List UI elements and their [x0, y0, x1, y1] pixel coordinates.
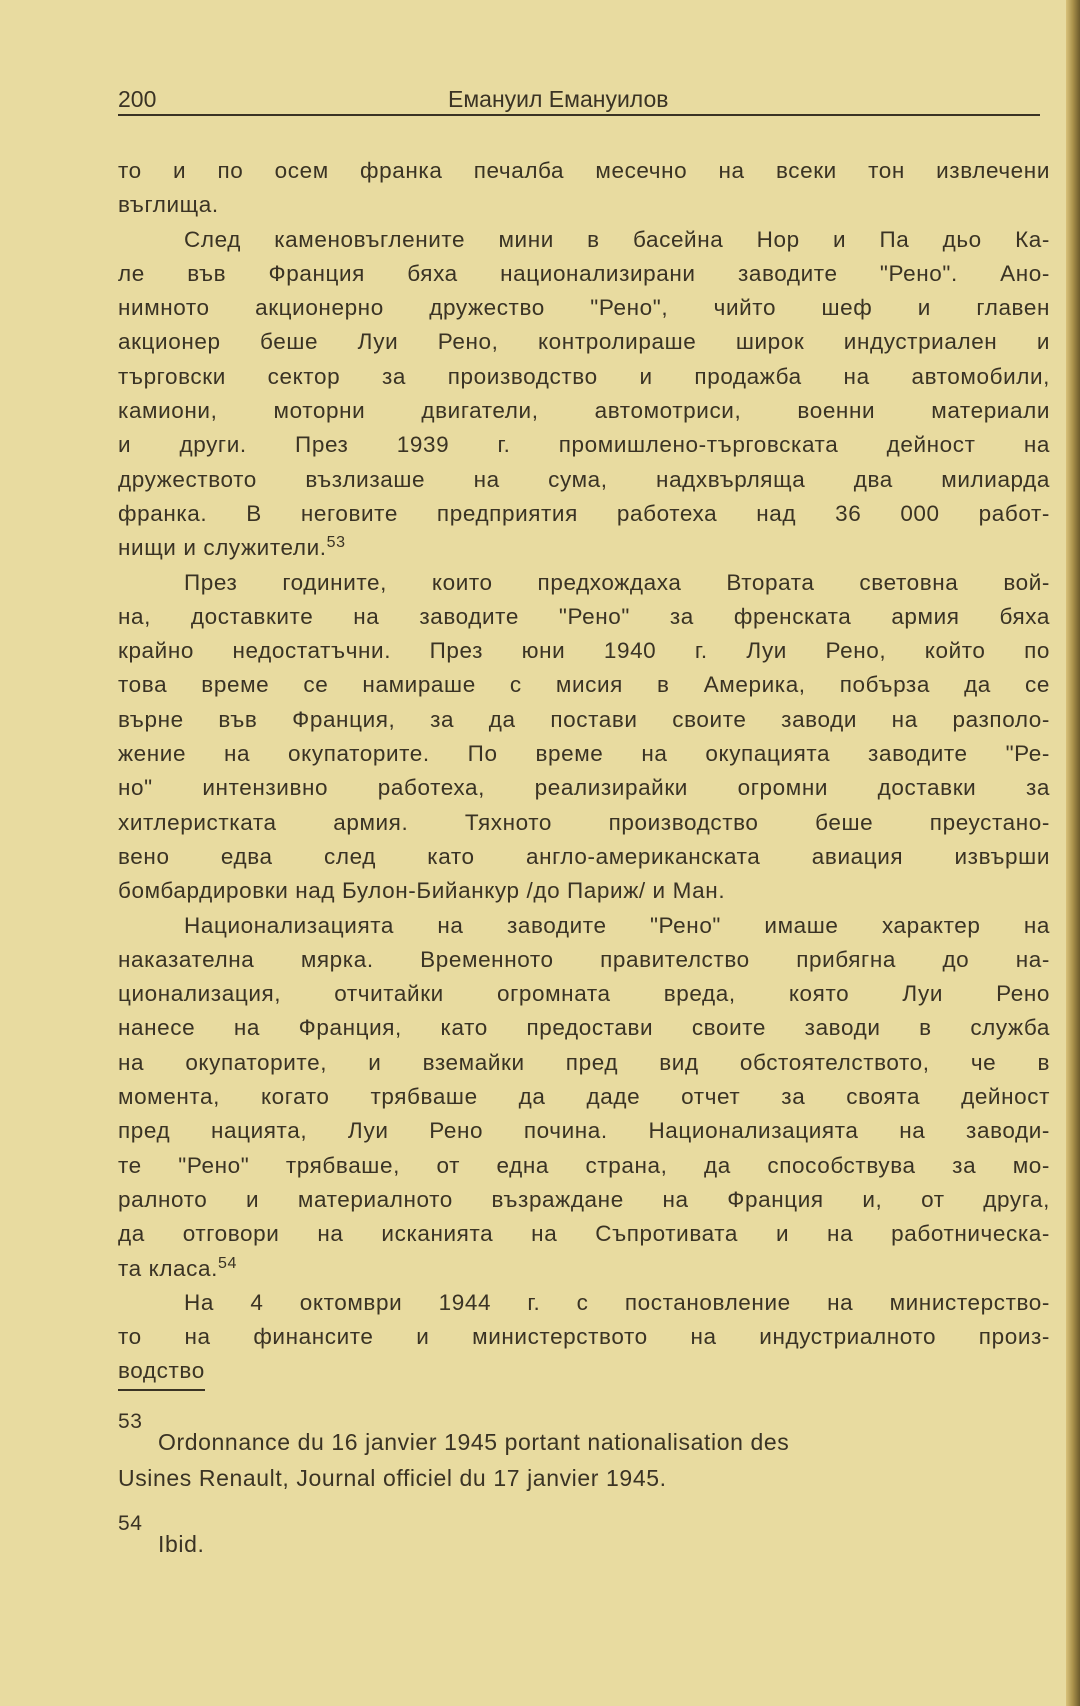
page-number: 200: [118, 86, 157, 112]
text-line: ле във Франция бяха национализирани заводите "Рено". Ано-: [118, 260, 1050, 286]
text-line: акционер беше Луи Рено, контролираше широк индустриален и: [118, 329, 1050, 355]
text-line: те "Рено" трябваше, от една страна, да способствува за мо-: [118, 1152, 1050, 1178]
footnote-reference[interactable]: 53: [326, 534, 346, 552]
text-line: то и по осем франка печалба месечно на всеки тон извлечени: [118, 158, 1050, 183]
text-line: ралното и материалното възраждане на Франция и, от друга,: [118, 1186, 1050, 1212]
text-line: това време се намираше с мисия в Америка, побърза да се: [118, 672, 1050, 698]
text-line: да отговори на исканията на Съпротивата и на работническа-: [118, 1221, 1050, 1247]
body-text: [118, 154, 1050, 1389]
paragraph: [118, 154, 1050, 223]
book-binding-edge: [1066, 0, 1080, 1706]
text-line: бомбардировки над Булон-Бийанкур /до Париж/ и Ман.: [118, 878, 726, 904]
footnote: [118, 1410, 1050, 1496]
text-line: въглища.: [118, 192, 219, 218]
footnotes: [118, 1410, 1050, 1592]
text-line: то на финансите и министерството на индустриалното произ-: [118, 1324, 1050, 1350]
text-line: наказателна мярка. Временното правителство прибягна до на-: [118, 946, 1050, 972]
text-line: и други. През 1939 г. промишлено-търговската дейност на: [118, 432, 1050, 458]
text-line: През годините, които предхождаха Втората световна вой-: [184, 569, 1050, 595]
paragraph: [118, 909, 1050, 1286]
footnote-number: 53: [118, 1410, 143, 1433]
footnote-line: Usines Renault, Journal officiel du 17 janvier 1945.: [118, 1465, 667, 1491]
footnote-line: Ibid.: [158, 1531, 205, 1557]
text-line: но" интензивно работеха, реализирайки огромни доставки за: [118, 775, 1050, 801]
paragraph: [118, 566, 1050, 909]
paragraph: [118, 223, 1050, 566]
text-line: крайно недостатъчни. През юни 1940 г. Луи Рено, който по: [118, 638, 1050, 664]
text-line: камиони, моторни двигатели, автомотриси, военни материали: [118, 398, 1050, 424]
paragraph: [118, 1286, 1050, 1389]
text-line: на окупаторите, и вземайки пред вид обстоятелството, че в: [118, 1049, 1050, 1075]
text-line: на, доставките на заводите "Рено" за френската армия бяха: [118, 603, 1050, 629]
text-line: вено едва след като англо-американската авиация извърши: [118, 843, 1050, 869]
footnote-number: 54: [118, 1512, 143, 1535]
text-line: На 4 октомври 1944 г. с постановление на министерство-: [184, 1289, 1050, 1315]
text-line: хитлеристката армия. Тяхното производство беше преустано-: [118, 809, 1050, 835]
text-line: нищи и служители.$^{53}$: [118, 534, 346, 561]
running-title: Емануил Емануилов: [448, 86, 669, 112]
text-line: дружеството възлизаше на сума, надхвърляща два милиарда: [118, 466, 1050, 492]
text-line: пред нацията, Луи Рено почина. Национализацията на заводи-: [118, 1118, 1050, 1144]
text-line: Национализацията на заводите "Рено" имаше характер на: [184, 912, 1050, 938]
text-line: нимното акционерно дружество "Рено", чийто шеф и главен: [118, 295, 1050, 321]
text-line: търговски сектор за производство и продажба на автомобили,: [118, 363, 1050, 389]
page-header: [118, 84, 1040, 116]
text-line: жение на окупаторите. По време на окупацията заводите "Ре-: [118, 741, 1050, 767]
text-line: върне във Франция, за да постави своите заводи на разполо-: [118, 706, 1050, 732]
text-line: След каменовъглените мини в басейна Нор и Па дьо Ка-: [184, 226, 1050, 252]
text-line: водство: [118, 1354, 1050, 1388]
footnote: [118, 1512, 1050, 1562]
text-line: момента, когато трябваше да даде отчет за своята дейност: [118, 1084, 1050, 1110]
text-line: нанесе на Франция, като предостави своите заводи в служба: [118, 1015, 1050, 1041]
footnote-reference[interactable]: 54: [217, 1254, 237, 1272]
footnote-line: Ordonnance du 16 janvier 1945 portant nationalisation des: [158, 1429, 790, 1455]
text-line: ционализация, отчитайки огромната вреда, която Луи Рено: [118, 981, 1050, 1007]
text-line: франка. В неговите предприятия работеха над 36 000 работ-: [118, 500, 1050, 526]
text-line: та класа.$^{54}$: [118, 1254, 237, 1281]
